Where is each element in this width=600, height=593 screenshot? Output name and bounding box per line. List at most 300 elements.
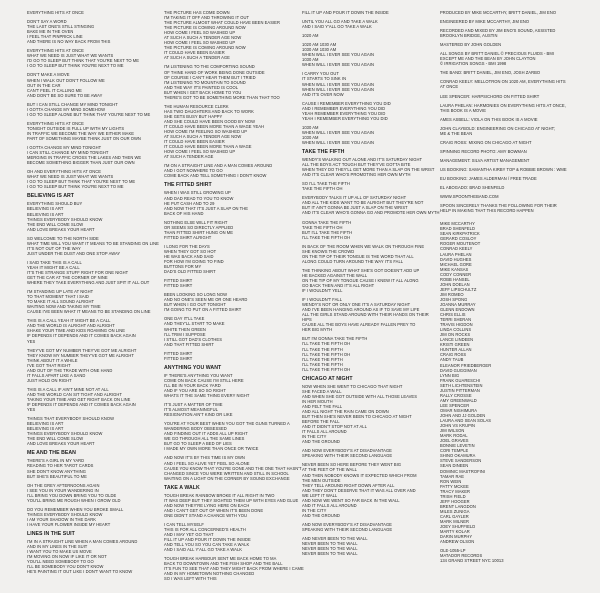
- text-line: THINGS EVERYBODY SHOULD KNOW: [27, 216, 103, 222]
- section: [27, 193, 159, 447]
- text-line: I LONG FOR THE DAYS: [164, 243, 210, 249]
- text-line: THE PICTURE IS COMING AROUND NOW: [164, 25, 246, 31]
- text-line: I SAID TAKE THIS IS A CALL: [27, 259, 82, 265]
- text-line: I GO TO SLEEP BUT THINK YOU'RE NEXT TO ME: [27, 184, 124, 190]
- song-title: TAKE A WALK: [164, 484, 200, 491]
- text-line: JOHN AND JJ GOLDEN: [440, 413, 486, 418]
- text-line: THE END WILL COME SLOW: [27, 221, 84, 227]
- section: [440, 10, 567, 217]
- text-line: LEE SPENCER: [440, 402, 470, 408]
- text-line: 134 GRAND STREET NYC 10013: [440, 558, 504, 564]
- section: [302, 376, 420, 556]
- text-line: WHAT WE NEED IS JUST WHAT WE WANTS: [27, 174, 114, 180]
- text-line: MERGING IN TRAFFIC CROSS THE LAKES AND THEN WE: [27, 155, 142, 161]
- text-line: WHEN WILL I EVER SEE YOU AGAIN: [302, 52, 375, 58]
- text-line: GET THE CAR AT THE CORNER OF NINE: [27, 275, 108, 281]
- text-line: OR SEEMS SO DIRECTLY APPLIED: [164, 224, 234, 230]
- text-line: IN BACK OF THE ROOM WHEN WE WALK ON THROUGH FINE: [302, 243, 425, 249]
- text-line: 1030 AM: [302, 134, 319, 140]
- text-line: JUST UNDER THE DUST AND ONE STOP AWAY: [27, 250, 121, 256]
- text-line: I'VE GOT THAT RIGHT: [27, 362, 71, 368]
- text-line: YOU'LL NEED SOMEBODY TO GO: [27, 559, 94, 565]
- text-line: THE PICTURE IS COMING AROUND NOW: [164, 45, 246, 51]
- text-line: 1020 AM: [302, 33, 319, 39]
- text-line: WE GO THROUGH ALL THE SAME LINES: [164, 436, 245, 442]
- text-line: COME BACK AND TELL SOMETHING I DON'T KNOW: [164, 173, 267, 179]
- text-line: BUTTONS FOR MY: [164, 264, 202, 270]
- text-line: AND LOVE BREAKS YOUR HEART: [27, 441, 95, 447]
- text-line: TRACY MAKER: [440, 488, 471, 494]
- text-line: I WANT YOU TO MAKE US MOVE: [27, 549, 92, 555]
- text-line: MARTY KOLAR: [440, 529, 470, 535]
- text-line: CARL GAYLER: [440, 513, 469, 519]
- text-line: EXCEPT ME AND THE BEAN BY JOHN CLAYTON: [440, 56, 536, 62]
- text-line: JIM ROMEO: [440, 291, 464, 297]
- text-line: KRISTI GREEN: [440, 342, 470, 348]
- text-line: SPEAKING WITH THEIR SECOND LANGUAGE: [302, 453, 393, 459]
- text-line: LINDA COLLINS: [440, 327, 472, 333]
- text-line: CAUSE I REMEMBER EVERYTHING YOU DID: [302, 100, 391, 106]
- text-line: JOANNA MURRAY: [440, 301, 476, 307]
- text-line: IF DEPENDS IT DEPENDS AND IT COMES BACK AGAIN: [27, 402, 136, 408]
- text-line: IT STARTS TO SINK IN: [302, 76, 347, 82]
- text-line: ALONG COULD TURN AROUND THE WAY IT'S FALL: [302, 258, 404, 264]
- text-line: CAN'T FEEL IT CALLING ME: [27, 87, 82, 93]
- text-line: AND IN MY LINES IN THE SUIT: [27, 544, 88, 550]
- text-line: HOW COME I'M FEELING SO WASHED UP: [164, 129, 248, 135]
- text-line: HIPS: [302, 317, 312, 323]
- text-line: DOMINIC MASTROFINI: [440, 468, 486, 474]
- text-line: IN THE CITY: [302, 434, 327, 440]
- section: [302, 149, 440, 372]
- text-line: THIS IS A CALL IF AIN'T MINE NOT AT ALL: [27, 386, 109, 392]
- text-line: AND ALL NIGHT THE RAIN CAME ON DOWN: [302, 409, 389, 414]
- text-line: MARK MILNER: [440, 518, 469, 524]
- text-line: IT'S FUN TO SEE THAT AND THEY MIGHT BACK FROM WHERE I CAME: [164, 566, 304, 572]
- text-line: RON WEIN: [440, 478, 462, 484]
- text-line: EVERYBODY TALKS IT UP ALL OF SATURDAY NIGHT: [302, 195, 407, 201]
- text-line: I'M STANDING UP LATE AT NIGHT: [27, 289, 94, 295]
- text-line: OLE-1055-LP: [440, 548, 466, 554]
- column-1: [27, 10, 159, 578]
- text-line: ANDREW OLSON: [440, 539, 475, 545]
- text-line: I'LL TAKE THE FIFTH OH: [302, 366, 351, 372]
- text-line: I'M TAKING IT OFF AND THROWING IT OUT: [164, 15, 250, 21]
- song-title: TAKE THE FIFTH: [302, 149, 345, 156]
- text-line: WHEN I WALK OUT DON'T FOLLOW ME: [27, 77, 105, 83]
- text-line: DAVID GUGGIMAN: [440, 367, 477, 373]
- text-line: IT'S THE STRANGE STUFF RIGHT FOR ONE NIGHT: [27, 269, 129, 275]
- text-line: CRAIG ROSS: [440, 352, 467, 358]
- text-line: OF THINE HAND OF WORK BEING DONE OUTSIDE: [164, 69, 265, 75]
- text-line: WWW.SPOONTHEBAND.COM: [440, 194, 499, 200]
- text-line: BUT I CAN STILL CHANGE MY MIND TONIGHT: [27, 101, 118, 107]
- text-line: THERE'S GOT TO BE SOMETHING MORE THAN THAT TOO: [164, 94, 280, 100]
- text-line: FITTED SHIRT: [164, 278, 193, 284]
- column-2: [164, 10, 304, 585]
- text-line: YOU'LL BRING ME ROUGH WHEN I GROW OLD: [27, 497, 121, 503]
- text-line: HOW COME I FEEL SO WASHED UP: [164, 149, 236, 155]
- text-line: SPEAKING WITH THEIR SECOND LANGUAGE: [302, 526, 393, 532]
- text-line: JOSH SPONG: [440, 296, 468, 302]
- text-line: I SEE YOU IN YOUR WANDERING IN: [27, 487, 99, 493]
- text-line: AT SUCH A SUCH A TENDER AGE: [164, 55, 230, 61]
- text-line: HER BIG MYTH: [302, 327, 333, 333]
- text-line: NEVER BEEN TO THE WALL: [302, 546, 358, 552]
- text-line: SHE KNOWS THE CROWD: [302, 248, 355, 254]
- text-line: © IRRIGATION SONGS - BMI 1998: [440, 61, 507, 67]
- text-line: YES: [27, 407, 36, 413]
- text-line: I'LL TAKE THE FIFTH OH: [302, 351, 351, 357]
- text-line: JIM WILSON: [440, 428, 465, 434]
- song-title: CHICAGO AT NIGHT: [302, 375, 353, 382]
- text-line: GERARD COSLOY: [440, 236, 477, 242]
- text-line: BUT IT AIN'T GONNA BE JUST A SLAP ON THE WRIST: [302, 205, 408, 211]
- text-line: SHAKE YOUR TIME AND KIDS ROAMING ON LINE: [27, 328, 126, 334]
- text-line: FITTED SHIRT: [164, 283, 193, 289]
- text-line: OUT IN THE CAR: [27, 82, 61, 88]
- text-line: DON'T SAY A WORD: [27, 19, 67, 25]
- text-line: AND IT'S CLEAR WHO'S GONNA GO AND PROMOTE HER OWN MYTH: [302, 210, 440, 216]
- text-line: I STILL GOT DAD'S CLOTHES: [164, 336, 222, 342]
- text-line: FITTED SHIRT: [164, 355, 193, 361]
- text-line: TERRI SHERAN: [440, 317, 472, 323]
- text-line: WHERE THEY TAKE EVERYTHING AND JUST SPIT IT ALL OUT: [27, 280, 150, 286]
- text-line: BUT WHEN I GET BACK HOME TO YOU: [164, 89, 242, 95]
- text-line: OH THE GREY AFTERNOONS AGAIN: [27, 482, 100, 488]
- text-line: US BOOKING: SAMANTHA KIRBY TOP & ROBBIE BROWN : WME: [440, 166, 567, 172]
- text-line: NOW WHEN SHE WENT TO CHICAGO THAT NIGHT: [302, 383, 403, 389]
- song-title: LINES IN THE SUIT: [27, 530, 75, 537]
- text-line: WHATS IT THE SAME THING EVERY NIGHT: [164, 393, 250, 398]
- text-line: GLENN ENDOWN: [440, 307, 475, 313]
- text-line: THE PICTURE HAS COME DOWN: [164, 10, 230, 15]
- text-line: ELEANOR FRIEDBERGER: [440, 362, 492, 368]
- text-line: CRAIG ROSS: MIXING ON CHICAGO AT NIGHT: [440, 139, 532, 145]
- text-line: YEAH I REMEMBER EVERYTHING YOU DID: [302, 115, 388, 121]
- text-line: BUT I'LL TAKE THE FIFTH: [302, 229, 353, 235]
- text-line: SHE GETS BUSY BUT HAPPY: [164, 113, 223, 119]
- text-line: MIKE MCCARTHY: [440, 221, 475, 227]
- text-line: I FEEL THAT PINPRICK LINE: [27, 34, 83, 40]
- column-3: [302, 10, 440, 560]
- text-line: ALL THE BOYS ACT TOUGH BUT THEY'VE GOTTA BITE: [302, 162, 411, 168]
- text-line: TRISH FIELD: [440, 493, 466, 499]
- section: [164, 484, 304, 582]
- text-line: JOHN CLAYBOLD: ENGINEERING ON CHICAGO AT NIGHT;: [440, 125, 555, 131]
- text-line: IT'S ALMOST MEANINGFUL: [164, 407, 218, 413]
- text-line: CHANGED SINCE YOU WERE WRITTEN AND STILL IN SCHOOL: [164, 470, 289, 476]
- text-line: BECOME SOMETHING BIGGER THAN JUST OUR OWN: [27, 160, 135, 166]
- text-line: HOW COME I FEEL SO WASHED UP: [164, 40, 236, 46]
- text-line: I'M LISTENING TO MOUNTAIN TO SOUND: [164, 79, 246, 85]
- text-line: I GO TO SLEEP BUT THINK THAT YOU'RE NEXT TO ME: [27, 179, 136, 185]
- text-line: THE THINKING ABOUT WHAT SHE'S GOT DOESN'T ADD UP: [302, 267, 420, 273]
- text-line: SPOON SINCERELY THANKS THE FOLLOWING FOR THEIR: [440, 203, 557, 209]
- text-line: AT THE FEET OF THE WALL: [302, 467, 357, 473]
- text-line: TRAVIS HIGDON: [440, 322, 473, 328]
- text-line: EVERYTHING HITS AT ONCE: [27, 120, 84, 126]
- text-line: I'LL TAKE THE FIFTH: [302, 346, 343, 352]
- text-line: AND ALL THE KIDS WANT TO BE ALRIGHT BUT THEY'RE NOT: [302, 200, 424, 206]
- text-line: WAITING NOW AND TAKING MY TIME: [27, 304, 101, 310]
- text-line: AT SUCH A SUCH A TENDER AGE NOW: [164, 35, 242, 41]
- text-line: ROBB HANSEL: [440, 276, 470, 282]
- text-line: I CAN STILL CHANGE MY MIND TONIGHT: [27, 150, 109, 156]
- text-line: IT COULD HAVE BEEN EASIER: [164, 139, 225, 145]
- text-line: JOHN DOELAN: [440, 281, 470, 287]
- text-line: BELIEVING IS ART: [27, 211, 64, 217]
- text-line: THIS IS A CALL YEAH IT MIGHT BE A CALL: [27, 318, 111, 324]
- text-line: THE HUMAN RESOURCE CLERK: [164, 103, 229, 109]
- text-line: WHEN I WAS STILL GROWING UP: [164, 190, 231, 196]
- text-line: RALLY CROSSE: [440, 392, 472, 398]
- text-line: HUNTER ALLAN: [440, 347, 472, 353]
- text-line: ON THE TIP OF MY TONGUE CAUSE I KNEW IT ALL ALONG: [302, 277, 419, 283]
- text-line: WHEN THEY GOT SO HOT: [164, 248, 217, 254]
- text-line: BRAD SHENFELD: [440, 226, 475, 232]
- text-line: AND SHE COULD HAVE BEEN GOOD BY NOW: [164, 118, 255, 124]
- text-line: SPINNING RECORD PHOTO: AMY BOWMAN: [440, 148, 527, 154]
- text-line: CAUSE ALL THE BOYS HAVE ALREADY FALLEN PREY TO: [302, 322, 416, 328]
- text-line: I'M IN A STRAIGHT LINE WHEN A MAN COMES AROUND: [27, 538, 138, 544]
- text-line: JOEY SHUFFIELD: [440, 524, 476, 530]
- text-line: TAMAR RAE: [440, 473, 465, 479]
- text-line: I'LL BE SOMEBODY YOU DON'T KNOW: [27, 564, 104, 570]
- text-line: TO MAKE IT ALL SOUND ALRIGHT: [27, 299, 95, 305]
- text-line: I CARRY YOU OUT: [302, 71, 339, 77]
- text-line: RECORDED AND MIXED BY JIM ENO'S SOUND, ASSISTED: [440, 28, 556, 34]
- text-line: ONE DAY IT'LL TAKE: [164, 316, 205, 322]
- text-line: FRANK GUARESCHI: [440, 377, 481, 383]
- text-line: OF COURSE I CAN'T HEAR THEM BUT I TRIED: [164, 74, 256, 80]
- text-line: NEVER BEEN SO HERE BEFORE THEY WENT BIG: [302, 462, 402, 468]
- text-line: I'M LISTENING TO THE COMFORTING SOUND: [164, 64, 255, 70]
- text-line: GO BACK THEN AND IT'S ALL RIGHT: [302, 283, 375, 289]
- text-line: IF DEPENDS IT DEPENDS AND IT COMES BACK AGAIN: [27, 333, 136, 339]
- text-line: AND IT FALLS ALL AROUND: [302, 502, 357, 508]
- text-line: AND I GOT NOWHERE TO GO: [164, 168, 223, 174]
- text-line: JIM ON ROCKS: [440, 332, 471, 338]
- text-line: WAITING ON A LIGHT ON THE CORNER BY SOUND EXCHANGE: [164, 475, 290, 481]
- text-line: IT COULD HAVE BEEN MORE THAN A WAGE: [164, 144, 252, 150]
- text-line: AND THE WORLD CAN SIT TIGHT AND ALRIGHT: [27, 391, 122, 397]
- text-line: AND I REMEMBER EVERYTHING YOU DID: [302, 105, 386, 111]
- text-line: IT WAS DEEP BUT THEY SIGHTED THEM UP WITH EYES AND GLUE: [164, 497, 299, 503]
- text-line: DARIN MURPHY: [440, 534, 473, 540]
- text-line: AMY GREENWALD: [440, 397, 477, 403]
- text-line: THE MEN OUTSIDE: [302, 477, 341, 483]
- text-line: AND IT DIDN'T STOP NOT AT ALL: [302, 424, 367, 430]
- text-line: ENGINEERED BY MIKE MCCARTHY, JIM ENO: [440, 19, 530, 25]
- text-line: AMES ASBELL: VIOLA ON THIS BOOK IS A MOVIE: [440, 116, 538, 122]
- text-line: AND THE GROUND: [302, 512, 340, 518]
- text-line: AND LOVE BREAKS YOUR HEART: [27, 226, 95, 232]
- text-line: THE BAND: BRITT DANIEL, JIM ENO, JOSH ZARBO: [440, 70, 541, 76]
- text-line: CONRAD KEELY: MELLOTRON ON 1020 AM, EVERYTHING HITS: [440, 79, 566, 85]
- text-line: THE END WILL COME SLOW: [27, 436, 84, 442]
- text-line: YEAH REMEMBER EVERYTHING YOU DID: [302, 110, 386, 116]
- text-line: WENDY'S NOT OR ONLY ONE IT'S A SATURDAY NIGHT: [302, 302, 411, 308]
- text-line: SHE FACED A WALL: [302, 388, 342, 394]
- text-line: WHEN WILL I EVER SEE YOU AGAIN: [302, 86, 375, 92]
- text-line: 1020 AM 1030 AM: [302, 42, 337, 48]
- text-line: FITTED SHIRT ALRIGHT: [164, 234, 212, 240]
- text-line: THE PICTURE ALMOST WHAT COULD HAVE BEEN EASIER: [164, 20, 280, 26]
- text-line: AND I CAN'T GET OUT OF WHEN IT'S BEEN DONE: [164, 507, 264, 513]
- section: [164, 10, 282, 178]
- text-line: SO WELCOME TO THE NORTH SIDE: [27, 235, 99, 241]
- text-line: JUST HOLD ON RIGHT: [27, 377, 72, 383]
- text-line: AND THEY'LL START TO MAKE: [164, 321, 225, 327]
- text-line: COME ON BACK CAUSE I'M STILL HERE: [164, 377, 244, 383]
- text-line: SETH LICHTENSTEIN: [440, 382, 483, 388]
- text-line: WANDERING BODY OBSESSED: [164, 426, 227, 432]
- text-line: BAKE ME IN THE OVEN: [27, 29, 74, 35]
- text-line: LEE SPENCER: HARPSICHORD ON FITTED SHIRT: [440, 93, 540, 99]
- section: [27, 10, 151, 190]
- text-line: GONNA TAKE THE FIFTH: [302, 219, 352, 225]
- text-line: I'LL TAKE THE FIFTH: [302, 361, 343, 367]
- text-line: BUT I'M GONNA TAKE THE FIFTH: [302, 336, 368, 342]
- text-line: READING TO HER TAROT CARDS: [27, 463, 94, 469]
- text-line: MIKE KANSAS: [440, 266, 469, 272]
- text-line: RESIGNATION AIN'T KIND OR LIKE: [164, 412, 233, 418]
- text-line: YES: [27, 338, 36, 344]
- text-line: AND FINDING OUT IT ADDS ALL UP RIGHT: [164, 431, 248, 437]
- text-line: I GOTTA CHANGE MY MIND SOMEHOW: [27, 106, 105, 112]
- text-line: JOEL GRAVES: [440, 438, 469, 444]
- text-line: THEY TELL AROUND RIGHT DOWN AFTER ALL: [302, 482, 395, 488]
- text-line: BACK OF HIS HAND: [164, 210, 204, 216]
- text-line: CONRAD KEELY: [440, 246, 473, 252]
- text-line: HE'S PAINTING IT OUT LIKE I DON'T WANT TO KNOW: [27, 569, 133, 575]
- text-line: MICHAEL GORE: [440, 261, 472, 267]
- song-title: ME AND THE BEAN: [27, 450, 76, 457]
- text-line: BUT WHEN I GO OUT TONIGHT: [164, 302, 226, 308]
- text-line: AND THE WORLD IS ALRIGHT AND ALRIGHT: [27, 323, 115, 329]
- text-line: CHRIS ELLIS: [440, 312, 466, 318]
- spacer: [440, 213, 560, 217]
- text-line: CORI TEMPLE: [440, 448, 469, 454]
- text-line: ON THE TIP OF THEIR TONGUE IS THE WORD THAT ALL: [302, 253, 414, 259]
- text-line: 1030 AM: [302, 124, 319, 130]
- text-line: EVERYTHING HITS AT ONCE: [27, 48, 84, 54]
- text-line: WHEN WILL I EVER SEE YOU AGAIN: [302, 129, 375, 135]
- text-line: WHITE THEN GREEN: [164, 326, 206, 332]
- text-line: SEAN KIRKPATRICK: [440, 231, 480, 237]
- text-line: I'LL TAKE THE FIFTH OH: [302, 234, 351, 240]
- text-line: AND IT'S OVER NOW: [302, 91, 344, 97]
- text-line: EVERYTHING SHOULD BUY: [27, 201, 83, 207]
- text-line: MATADOR RECORDS: [440, 553, 483, 559]
- text-line: AND NOW EVERYBODY'S AT DISADVANTAGE: [302, 521, 392, 527]
- text-line: BEEN LOOKING SO LONG NOW: [164, 292, 228, 298]
- text-line: FILL IT UP AND POUR IT DOWN THE INSIDE: [302, 10, 389, 15]
- text-line: TONIGHT OUTSIDE IS FULL UP WITH MY LIGHTS: [27, 125, 125, 131]
- text-line: AND THE GROUND: [302, 439, 340, 445]
- text-line: AND IN MY HOMETOWN NOTHING CHANGED: [164, 571, 255, 577]
- text-line: LYNN BIG: [440, 372, 460, 378]
- text-line: MASTERED BY JOHN GOLDEN: [440, 42, 502, 48]
- text-line: JUSTIN PITTERMAN: [440, 387, 480, 393]
- text-line: EU BOOKING: JAMES ALDERMAN / FREE TRADE: [440, 175, 537, 181]
- text-line: THE LAST ONE'S STILL STINGING: [27, 24, 95, 30]
- text-line: ALL THE GIRLS STAND AROUND WITH THEIR HANDS ON THEIR: [302, 312, 429, 318]
- text-line: BUT SHE'S BEAUTIFUL TO ME: [27, 473, 87, 479]
- text-line: YOU'RE AT YOUR BEST WHEN YOU GOT THE GUNS TURNED A: [164, 421, 290, 427]
- text-line: WHEN WILL I EVER SEE YOU AGAIN: [302, 81, 375, 87]
- text-line: DO YOU REMEMBER WHEN YOU BROKE SMALL: [27, 506, 124, 512]
- text-line: BACK TO DOWNTOWN AND THE FISH SHOP AND THE BALL: [164, 561, 283, 567]
- text-line: THINGS THAT EVERYBODY SHOULD KNOW: [27, 416, 115, 422]
- text-line: AND FELT THE FALL: [302, 403, 343, 409]
- text-line: FITTED SHIRT: [164, 350, 193, 356]
- text-line: IF I WOULDN'T YELL: [302, 288, 343, 294]
- text-line: AT ONCE: [440, 84, 459, 90]
- text-line: AND NO ONE'S SEEN ME OR ONE HEARD: [164, 297, 248, 303]
- text-line: WHEN THEY DO THEY'LL GET MORE THAN A SLAP ON THE WRIST: [302, 167, 435, 173]
- text-line: IT FALLS ALL AROUND: [302, 429, 347, 435]
- text-line: TO THAT MOMENT THAT I SAID: [27, 294, 89, 300]
- text-line: TAKE THE FIFTH OH: [302, 186, 343, 192]
- text-line: TAKE THE FIFTH OH: [302, 224, 343, 230]
- text-line: WE LEFT IT WALL: [302, 492, 338, 498]
- text-line: HE WAS BACK AND SAID: [164, 253, 214, 259]
- song-title: THE FITTED SHIRT: [164, 182, 212, 189]
- text-line: ME & THE BEAN: [440, 130, 473, 136]
- text-line: HE PUT CASH AND TO 29: [164, 200, 215, 206]
- text-line: AND OUT OF THE TRADE WITH ONE HAND: [27, 367, 113, 373]
- text-line: IN TRAFFIC WE BECOME THE WAY WE EITHER MAKE: [27, 130, 135, 136]
- text-line: AND NOW EVERYBODY'S AT DISADVANTAGE: [302, 448, 392, 454]
- text-line: PATTY MCKEE: [440, 483, 469, 489]
- text-line: DAD'S OLD FITTED SHIRT: [164, 269, 216, 275]
- text-line: DON'T MAKE A MOVE: [27, 72, 70, 78]
- text-line: I'LL BE IN YOUR BACK YARD: [164, 382, 221, 388]
- text-line: IT'S JUST A MATTER OF TIME: [164, 402, 223, 408]
- text-line: AND WHEN SHE GOT OUTSIDE WITH ALL THOSE LEAVES: [302, 393, 417, 399]
- text-line: IT FALLS APART LIKE A SAND: [27, 372, 86, 378]
- text-line: I'LL TAKE THE FIFTH OH: [302, 341, 351, 347]
- text-line: BONNIE LEVETIN: [440, 443, 475, 449]
- text-line: AND THE WAY IT'S PAINTED IS COOL: [164, 84, 239, 90]
- text-line: I HAVE YOUR FLOWER INSIDE MY HEART: [27, 521, 111, 527]
- text-line: AND I FEEL SO ALIVE YET FEEL SO ALONE: [164, 460, 250, 466]
- section: [27, 450, 145, 527]
- text-line: LAURA PHELAN: HARMONIES ON EVERYTHING HITS AT ONCE,: [440, 102, 566, 108]
- text-line: TOUGH BREAK RAINBOW BROKE IT ALL RIGHT IN TWO: [164, 492, 275, 498]
- text-line: AND IT'S CLEAR WHO'S PROMOTING HER OWN MYTH: [302, 172, 411, 178]
- text-line: 1030 AM 1030 AM: [302, 47, 337, 53]
- text-line: I'LL BRING YOU DOWN BRING YOU TO OLDE: [27, 492, 117, 498]
- text-line: IT COULD HAVE BEEN MORE THAN A WAGE YEAH: [164, 123, 265, 129]
- text-line: JEFF LIPSCHULTZ: [440, 286, 477, 292]
- text-line: THIS IS FOR ALL CONCERNED'S HEALTH: [164, 526, 246, 532]
- text-line: NOTHING ELSE WILL FIT RIGHT: [164, 219, 228, 225]
- text-line: THEY KNOW MY NUMBER THEY'VE GOT ME ALRIGHT: [27, 352, 134, 358]
- text-line: AND THERE IS NO WAY BACK FROM THIS: [27, 39, 111, 45]
- text-line: TAKING YOUR TIME AND GET RIGHT BACK ON LINE: [27, 397, 131, 402]
- text-line: I GO TO SLEEP ALONE BUT THINK THAT YOU'RE NEXT TO ME: [27, 111, 151, 117]
- text-line: AND I SAID Y'ALL GO TAKE A WALK: [302, 24, 372, 30]
- text-line: AND THAT FITTED SHIRT: [164, 341, 214, 347]
- section: [164, 364, 302, 481]
- text-line: CAUSE YOU KNOW THAT YOU'RE GONE AND THE ONE THAT HASN'T: [164, 465, 302, 471]
- text-line: IT COULD HAVE BEEN EASIER: [164, 50, 225, 56]
- text-line: JEFF HOOGER: [440, 498, 470, 504]
- text-line: WHAT WE NEED IS JUST WHAT WE WANTS: [27, 53, 114, 59]
